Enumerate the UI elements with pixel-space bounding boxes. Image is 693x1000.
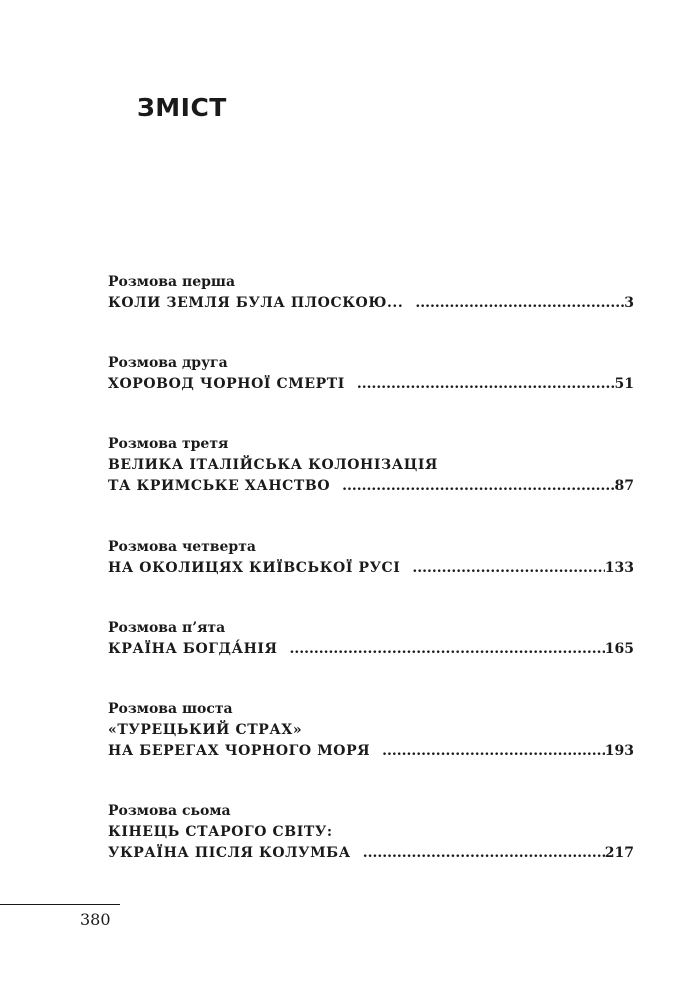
toc-entry-label: Розмова п’ята bbox=[108, 620, 226, 636]
toc-entry-heading-line bbox=[108, 476, 634, 497]
toc-entry-heading: ТА КРИМСЬКЕ ХАНСТВО bbox=[108, 478, 331, 494]
toc-entry-label: Розмова друга bbox=[108, 355, 228, 371]
toc-entry-page: 3 bbox=[624, 295, 634, 311]
toc-entry-page: 87 bbox=[614, 478, 634, 494]
toc-entry-label: Розмова шоста bbox=[108, 701, 233, 717]
toc-entry-6 bbox=[108, 699, 634, 762]
toc-entry-heading-line bbox=[108, 558, 634, 579]
toc-entry-heading: «ТУРЕЦЬКИЙ СТРАХ» bbox=[108, 722, 303, 738]
dot-leader bbox=[412, 558, 604, 579]
toc-entry-heading: КОЛИ ЗЕМЛЯ БУЛА ПЛОСКОЮ... bbox=[108, 295, 404, 311]
toc-entry-heading: УКРАЇНА ПІСЛЯ КОЛУМБА bbox=[108, 845, 351, 861]
dot-leader bbox=[342, 476, 614, 497]
toc-entry-heading: ВЕЛИКА ІТАЛІЙСЬКА КОЛОНІЗАЦІЯ bbox=[108, 457, 438, 473]
toc-entry-7 bbox=[108, 801, 634, 864]
toc-entry-3 bbox=[108, 434, 634, 497]
toc-entry-2 bbox=[108, 353, 634, 395]
toc-entry-heading: НА БЕРЕГАХ ЧОРНОГО МОРЯ bbox=[108, 743, 371, 759]
toc-entry-label: Розмова третя bbox=[108, 436, 229, 452]
page-number: 380 bbox=[80, 910, 111, 929]
toc-entry-label: Розмова перша bbox=[108, 274, 236, 290]
toc-entry-page: 133 bbox=[604, 560, 634, 576]
toc-entry-label: Розмова четверта bbox=[108, 539, 256, 555]
toc-entry-4 bbox=[108, 537, 634, 579]
toc-entry-page: 193 bbox=[604, 743, 634, 759]
toc-entry-label: Розмова сьома bbox=[108, 803, 231, 819]
dot-leader bbox=[290, 639, 605, 660]
toc-entry-heading-line bbox=[108, 741, 634, 762]
toc-entry-page: 217 bbox=[604, 845, 634, 861]
dot-leader bbox=[382, 741, 605, 762]
toc-entry-1 bbox=[108, 272, 634, 314]
dot-leader bbox=[357, 374, 615, 395]
toc-entry-heading-line bbox=[108, 374, 634, 395]
table-of-contents bbox=[108, 272, 634, 903]
toc-entry-heading: ХОРОВОД ЧОРНОЇ СМЕРТІ bbox=[108, 376, 345, 392]
toc-entry-page: 51 bbox=[614, 376, 634, 392]
toc-entry-heading-line bbox=[108, 293, 634, 314]
toc-entry-heading: НА ОКОЛИЦЯХ КИЇВСЬКОЇ РУСІ bbox=[108, 560, 401, 576]
toc-entry-heading-line bbox=[108, 843, 634, 864]
toc-entry-page: 165 bbox=[604, 641, 634, 657]
toc-entry-heading: КІНЕЦЬ СТАРОГО СВІТУ: bbox=[108, 824, 333, 840]
toc-entry-heading: КРАЇНА БОГДА́НІЯ bbox=[108, 641, 278, 657]
footer-rule bbox=[0, 904, 120, 905]
dot-leader bbox=[415, 293, 624, 314]
dot-leader bbox=[363, 843, 605, 864]
toc-entry-5 bbox=[108, 618, 634, 660]
page-title: ЗМІСТ bbox=[137, 93, 227, 122]
toc-entry-heading-line bbox=[108, 639, 634, 660]
